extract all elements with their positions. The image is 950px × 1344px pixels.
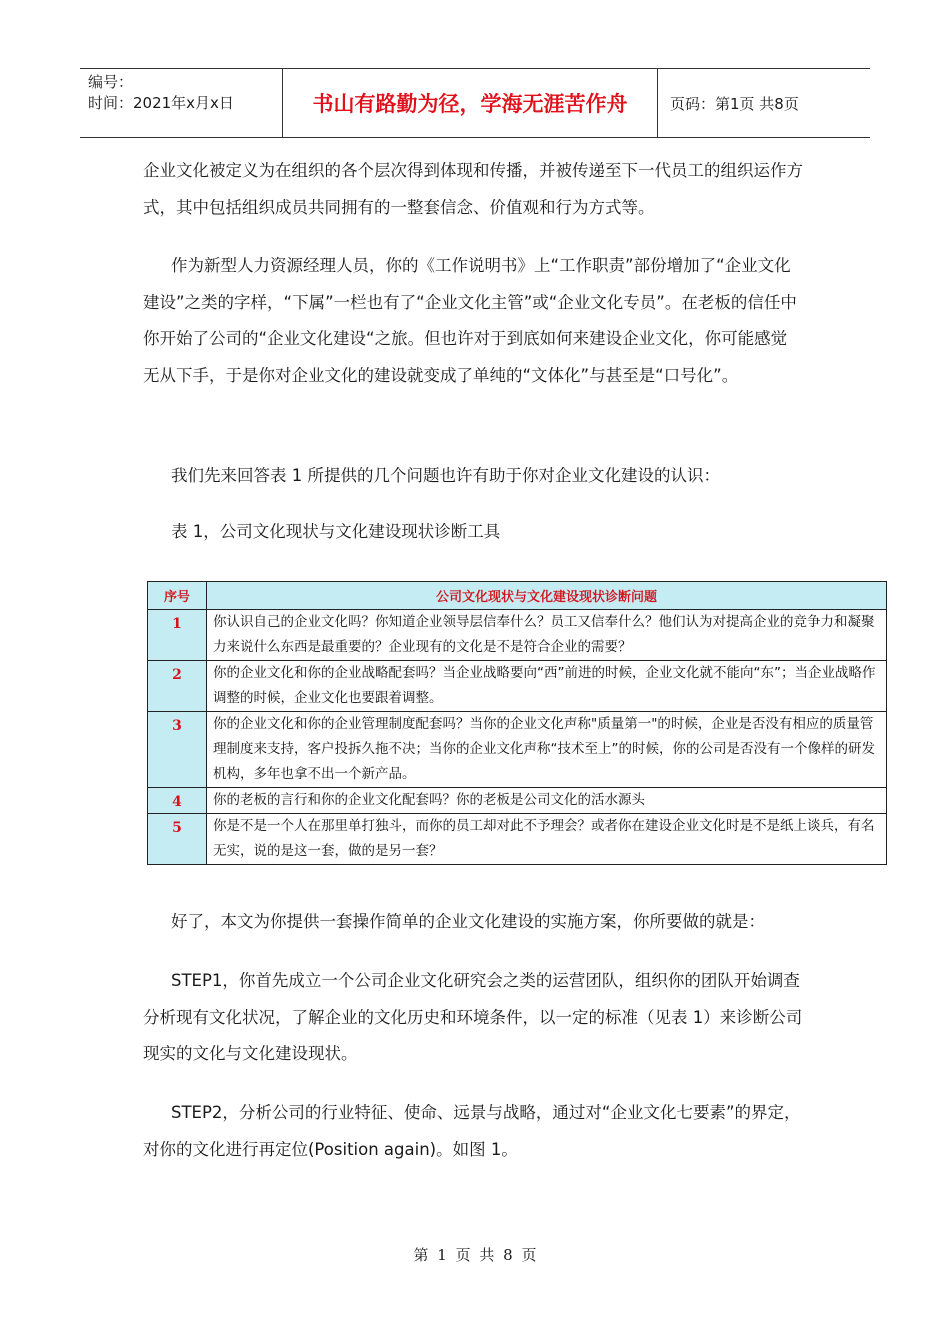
header-meta xyxy=(80,69,283,137)
table-row xyxy=(148,661,887,712)
page-header xyxy=(80,68,870,138)
paragraph-hr-manager: 作为新型人力资源经理人员，你的《工作说明书》上“工作职责”部份增加了“企业文化建设”之类的字样，“下属”一栏也有了“企业文化主管”或“企业文化专员”。在老板的信任中你开始了公司的“企业文化建设“之旅。但也许对于到底如何来建设企业文化，你可能感觉无从下手，于是你对企业文化的建设就变成了单纯的“文体化”与甚至是“口号化”。 xyxy=(143,256,797,385)
page-footer: 第 1 页 共 8 页 xyxy=(413,1246,537,1264)
header-date-label: 时间：2021年x月x日 xyxy=(88,94,234,112)
header-motto-cell xyxy=(283,69,658,137)
paragraph-culture-definition: 企业文化被定义为在组织的各个层次得到体现和传播，并被传递至下一代员工的组织运作方式，其中包括组织成员共同拥有的一整套信念、价值观和行为方式等。 xyxy=(143,161,803,217)
paragraph-step2: STEP2，分析公司的行业特征、使命、远景与战略，通过对“企业文化七要素”的界定，对你的文化进行再定位(Position again)。如图 1。 xyxy=(143,1103,801,1159)
header-number-label: 编号： xyxy=(88,73,134,91)
row-question: 你的企业文化和你的企业战略配套吗？当企业战略要向“西”前进的时候，企业文化就不能向“东”；当企业战略作调整的时候，企业文化也要跟着调整。 xyxy=(207,661,887,712)
row-number: 3 xyxy=(148,712,207,788)
row-number: 2 xyxy=(148,661,207,712)
row-question: 你认识自己的企业文化吗？你知道企业领导层信奉什么？员工又信奉什么？他们认为对提高企业的竞争力和凝聚力来说什么东西是最重要的？企业现有的文化是不是符合企业的需要？ xyxy=(207,610,887,661)
header-page-info: 页码：第1页 共8页 xyxy=(670,94,799,113)
table-row xyxy=(148,788,887,814)
table-row xyxy=(148,814,887,865)
table-caption: 表 1，公司文化现状与文化建设现状诊断工具 xyxy=(171,522,501,541)
paragraph-step1: STEP1，你首先成立一个公司企业文化研究会之类的运营团队，组织你的团队开始调查分析现有文化状况，了解企业的文化历史和环境条件，以一定的标准（见表 1）来诊断公司现实的文化与文化建设现状。 xyxy=(143,971,803,1063)
row-question: 你的老板的言行和你的企业文化配套吗？你的老板是公司文化的活水源头 xyxy=(207,788,887,814)
row-number: 1 xyxy=(148,610,207,661)
table-header-row xyxy=(148,582,887,610)
table-row xyxy=(148,712,887,788)
table-header-number: 序号 xyxy=(148,582,207,610)
row-number: 5 xyxy=(148,814,207,865)
table-header-question: 公司文化现状与文化建设现状诊断问题 xyxy=(207,582,887,610)
header-motto: 书山有路勤为径，学海无涯苦作舟 xyxy=(312,91,628,116)
table-row xyxy=(148,610,887,661)
paragraph-solution-intro: 好了，本文为你提供一套操作简单的企业文化建设的实施方案，你所要做的就是： xyxy=(171,912,765,931)
row-number: 4 xyxy=(148,788,207,814)
paragraph-table-intro: 我们先来回答表 1 所提供的几个问题也许有助于你对企业文化建设的认识： xyxy=(171,466,720,485)
row-question: 你的企业文化和你的企业管理制度配套吗？当你的企业文化声称"质量第一"的时候，企业是否没有相应的质量管理制度来支持，客户投拆久拖不决；当你的企业文化声称“技术至上”的时候，你的公司是否没有一个像样的研发机构，多年也拿不出一个新产品。 xyxy=(207,712,887,788)
row-question: 你是不是一个人在那里单打独斗，而你的员工却对此不予理会？或者你在建设企业文化时是不是纸上谈兵，有名无实，说的是这一套，做的是另一套？ xyxy=(207,814,887,865)
diagnostic-table xyxy=(147,581,887,865)
